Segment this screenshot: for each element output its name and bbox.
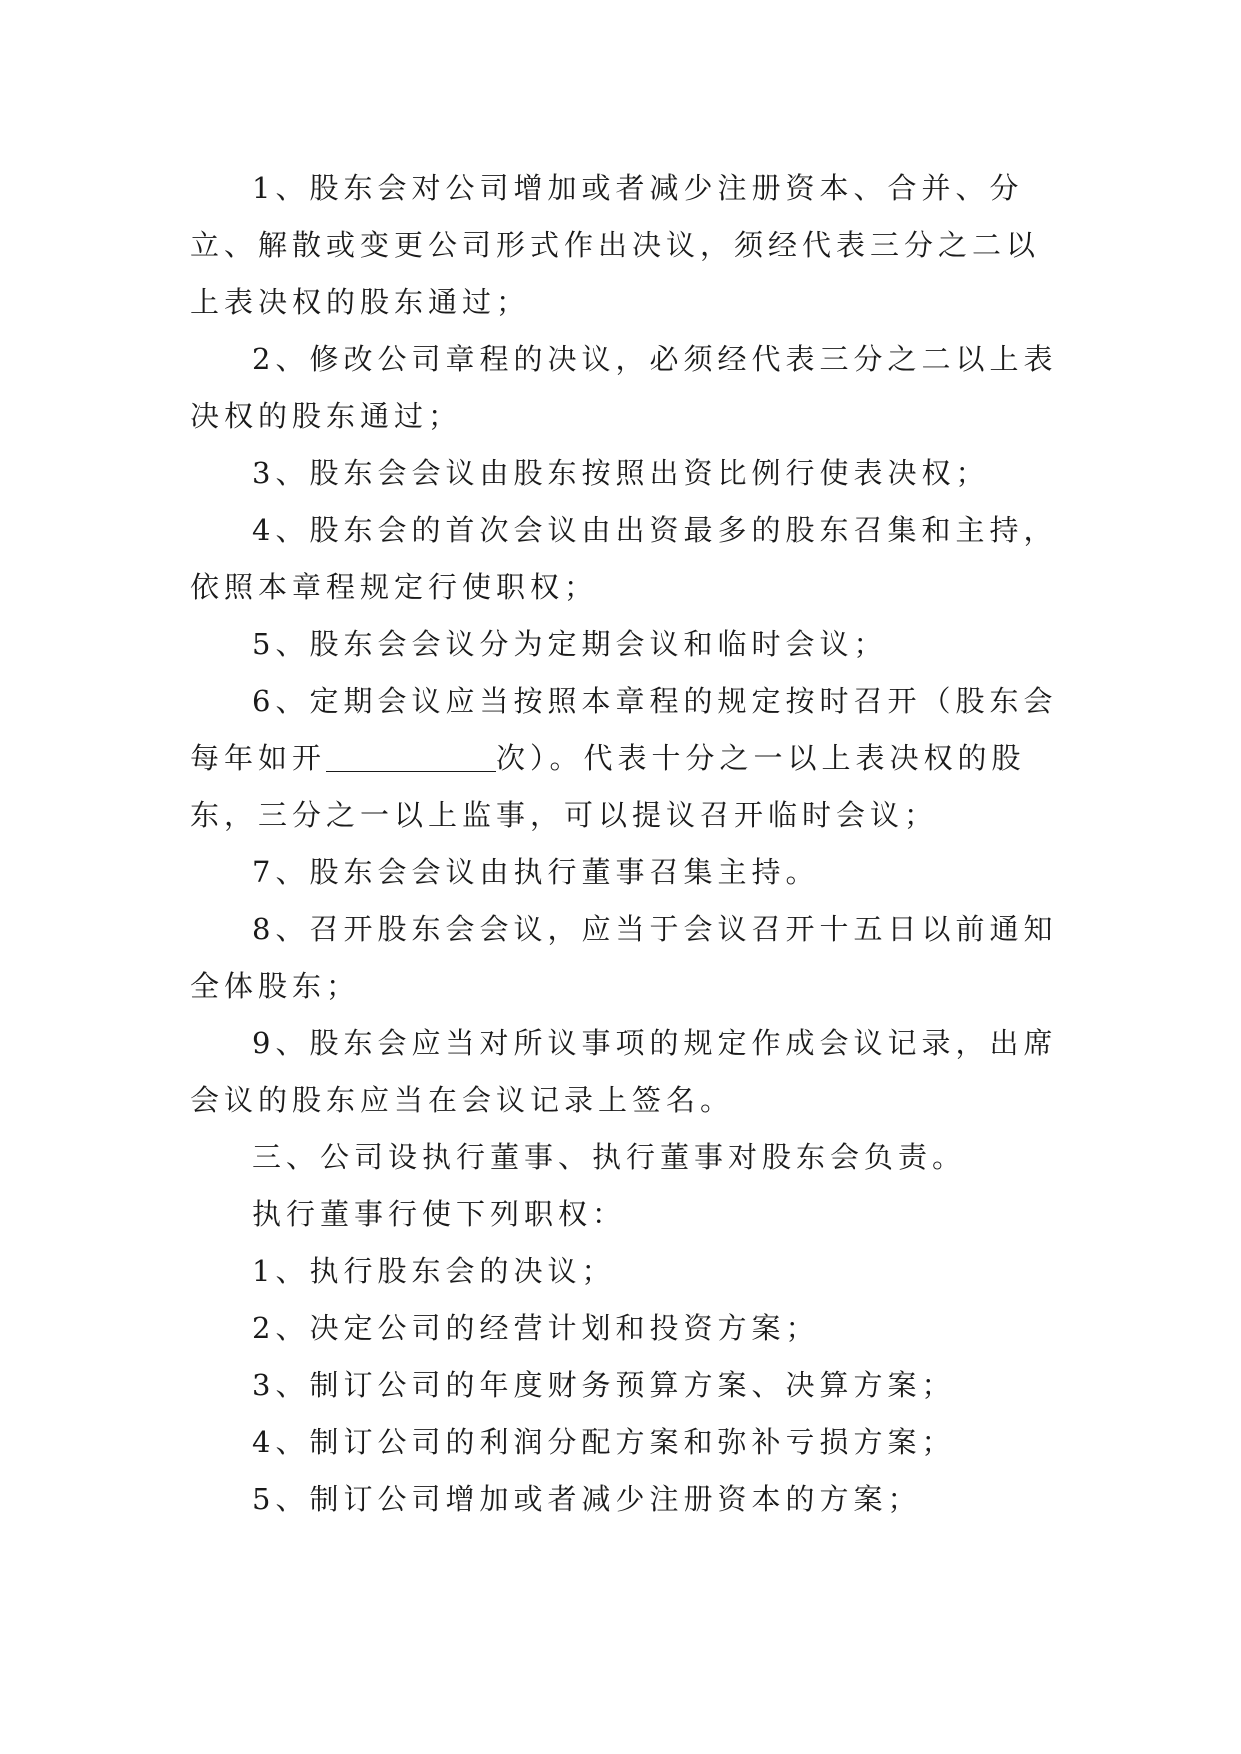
paragraph-shareholder-resolution-capital: 1、股东会对公司增加或者减少注册资本、合并、分立、解散或变更公司形式作出决议，须经代表三分之二以上表决权的股东通过；	[190, 171, 1041, 319]
list-item-director-power-1: 1、执行股东会的决议；	[252, 1254, 616, 1288]
paragraph-meeting-notice: 8、召开股东会会议，应当于会议召开十五日以前通知全体股东；	[190, 912, 1058, 1003]
paragraph-regular-meetings-after: 次）。代表十分之一以上表决权的股东，三分之一以上监事，可以提议召开临时会议；	[190, 741, 1026, 832]
list-item-director-power-4: 4、制订公司的利润分配方案和弥补亏损方案；	[252, 1425, 956, 1459]
paragraph-regular-meetings	[190, 673, 1070, 844]
paragraph-director-powers-intro: 执行董事行使下列职权：	[252, 1197, 627, 1231]
paragraph-regular-meetings-before: 6、定期会议应当按照本章程的规定按时召开（股东会每年如开	[190, 684, 1058, 775]
paragraph-meeting-minutes: 9、股东会应当对所议事项的规定作成会议记录，出席会议的股东应当在会议记录上签名。	[190, 1026, 1058, 1117]
list-item-director-power-2: 2、决定公司的经营计划和投资方案；	[252, 1311, 820, 1345]
paragraph-voting-rights: 3、股东会会议由股东按照出资比例行使表决权；	[252, 456, 990, 490]
paragraph-meeting-chair: 7、股东会会议由执行董事召集主持。	[252, 855, 820, 889]
meetings-per-year-blank	[326, 737, 496, 772]
list-item-director-power-5: 5、制订公司增加或者减少注册资本的方案；	[252, 1482, 922, 1516]
section-executive-director: 三、公司设执行董事、执行董事对股东会负责。	[252, 1140, 967, 1174]
paragraph-meeting-types: 5、股东会会议分为定期会议和临时会议；	[252, 627, 888, 661]
paragraph-first-meeting: 4、股东会的首次会议由出资最多的股东召集和主持，依照本章程规定行使职权；	[190, 513, 1058, 604]
document-body	[190, 160, 1070, 1528]
list-item-director-power-3: 3、制订公司的年度财务预算方案、决算方案；	[252, 1368, 956, 1402]
paragraph-articles-amendment: 2、修改公司章程的决议，必须经代表三分之二以上表决权的股东通过；	[190, 342, 1058, 433]
